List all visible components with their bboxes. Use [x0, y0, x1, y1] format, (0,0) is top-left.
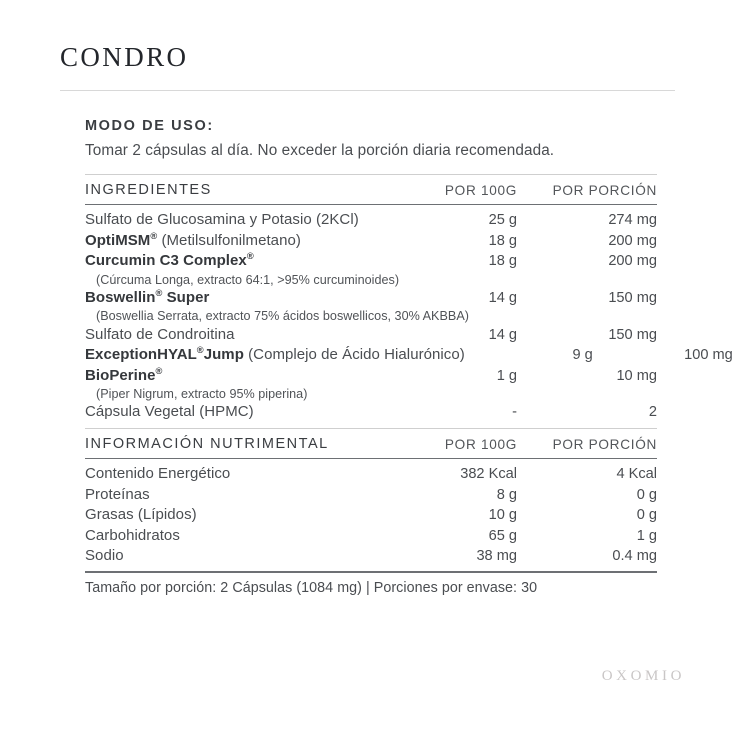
row-label: Cápsula Vegetal (HPMC) — [85, 403, 254, 421]
column-header-per-100g: POR 100G — [444, 437, 517, 452]
column-header-name: INFORMACIÓN NUTRIMENTAL — [85, 436, 329, 452]
column-header-name: INGREDIENTES — [85, 182, 212, 198]
table-row — [85, 485, 657, 505]
row-sublabel: (Cúrcuma Longa, extracto 64:1, >95% curcuminoides) — [96, 272, 400, 287]
ingredients-table-header — [85, 175, 657, 204]
row-value-per-serving: 1 g — [636, 527, 657, 544]
usage-block — [85, 117, 665, 162]
nutrition-table-body — [85, 459, 657, 571]
row-sublabel: (Boswellia Serrata, extracto 75% ácidos boswellicos, 30% AKBBA) — [96, 309, 469, 324]
title-divider — [60, 90, 675, 91]
row-value-per-100g: 18 g — [488, 253, 517, 270]
table-row — [85, 251, 657, 271]
column-header-per-serving: POR PORCIÓN — [552, 437, 657, 452]
row-value-per-serving: 100 mg — [684, 347, 733, 364]
row-value-per-100g: 25 g — [488, 212, 517, 229]
ingredients-table-body — [85, 205, 733, 427]
table-row — [85, 366, 657, 386]
table-row — [85, 464, 657, 484]
row-value-per-serving: 0.4 mg — [612, 548, 657, 565]
row-value-per-serving: 0 g — [636, 507, 657, 524]
nutrition-table-header — [85, 429, 657, 458]
row-value-per-serving: 2 — [648, 404, 657, 421]
usage-text: Tomar 2 cápsulas al día. No exceder la porción diaria recomendada. — [85, 141, 555, 159]
row-label: Carbohidratos — [85, 526, 180, 544]
nutrition-table — [85, 428, 657, 596]
row-value-per-100g: 9 g — [572, 347, 593, 364]
table-row — [85, 402, 657, 422]
row-label: Proteínas — [85, 485, 150, 503]
row-value-per-100g: - — [512, 404, 517, 421]
row-value-per-100g: 1 g — [496, 367, 517, 384]
table-row — [85, 325, 657, 345]
row-label: Sulfato de Condroitina — [85, 325, 235, 343]
row-value-per-100g: 18 g — [488, 232, 517, 249]
brand-watermark: OXOMIO — [601, 668, 685, 684]
table-row — [85, 288, 657, 308]
ingredients-table — [85, 174, 733, 428]
table-row — [85, 505, 657, 525]
row-value-per-100g: 14 g — [488, 326, 517, 343]
row-sublabel: (Piper Nigrum, extracto 95% piperina) — [96, 386, 308, 401]
title-block — [60, 44, 676, 91]
usage-heading: MODO DE USO: — [85, 118, 214, 134]
table-row — [85, 526, 657, 546]
column-header-per-serving: POR PORCIÓN — [552, 183, 657, 198]
row-label: Grasas (Lípidos) — [85, 506, 197, 524]
row-value-per-100g: 14 g — [488, 289, 517, 306]
serving-size-note: Tamaño por porción: 2 Cápsulas (1084 mg) | Porciones por envase: 30 — [85, 579, 538, 596]
row-label: ExceptionHYAL®Jump (Complejo de Ácido Hialurónico) — [85, 345, 465, 364]
row-value-per-100g: 10 g — [488, 507, 517, 524]
row-value-per-serving: 200 mg — [608, 253, 657, 270]
row-value-per-serving: 150 mg — [608, 289, 657, 306]
row-value-per-serving: 150 mg — [608, 326, 657, 343]
table-row — [85, 231, 657, 251]
row-label: Contenido Energético — [85, 465, 231, 483]
row-value-per-serving: 4 Kcal — [616, 466, 657, 483]
row-value-per-serving: 10 mg — [616, 367, 657, 384]
row-label: Curcumin C3 Complex® — [85, 251, 254, 270]
row-value-per-serving: 274 mg — [608, 212, 657, 229]
row-label: OptiMSM® (Metilsulfonilmetano) — [85, 230, 301, 249]
row-value-per-serving: 200 mg — [608, 232, 657, 249]
row-value-per-100g: 38 mg — [476, 548, 517, 565]
row-value-per-100g: 65 g — [488, 527, 517, 544]
column-header-per-100g: POR 100G — [444, 183, 517, 198]
row-label: BioPerine® — [85, 365, 163, 384]
row-value-per-100g: 8 g — [496, 486, 517, 503]
row-label: Boswellin® Super — [85, 287, 210, 306]
row-label: Sodio — [85, 547, 124, 565]
table-row — [85, 210, 657, 230]
page-title: CONDRO — [60, 42, 189, 72]
row-value-per-serving: 0 g — [636, 486, 657, 503]
table-row — [85, 345, 733, 365]
table-row — [85, 546, 657, 566]
row-label: Sulfato de Glucosamina y Potasio (2KCl) — [85, 211, 359, 229]
row-value-per-100g: 382 Kcal — [460, 466, 517, 483]
